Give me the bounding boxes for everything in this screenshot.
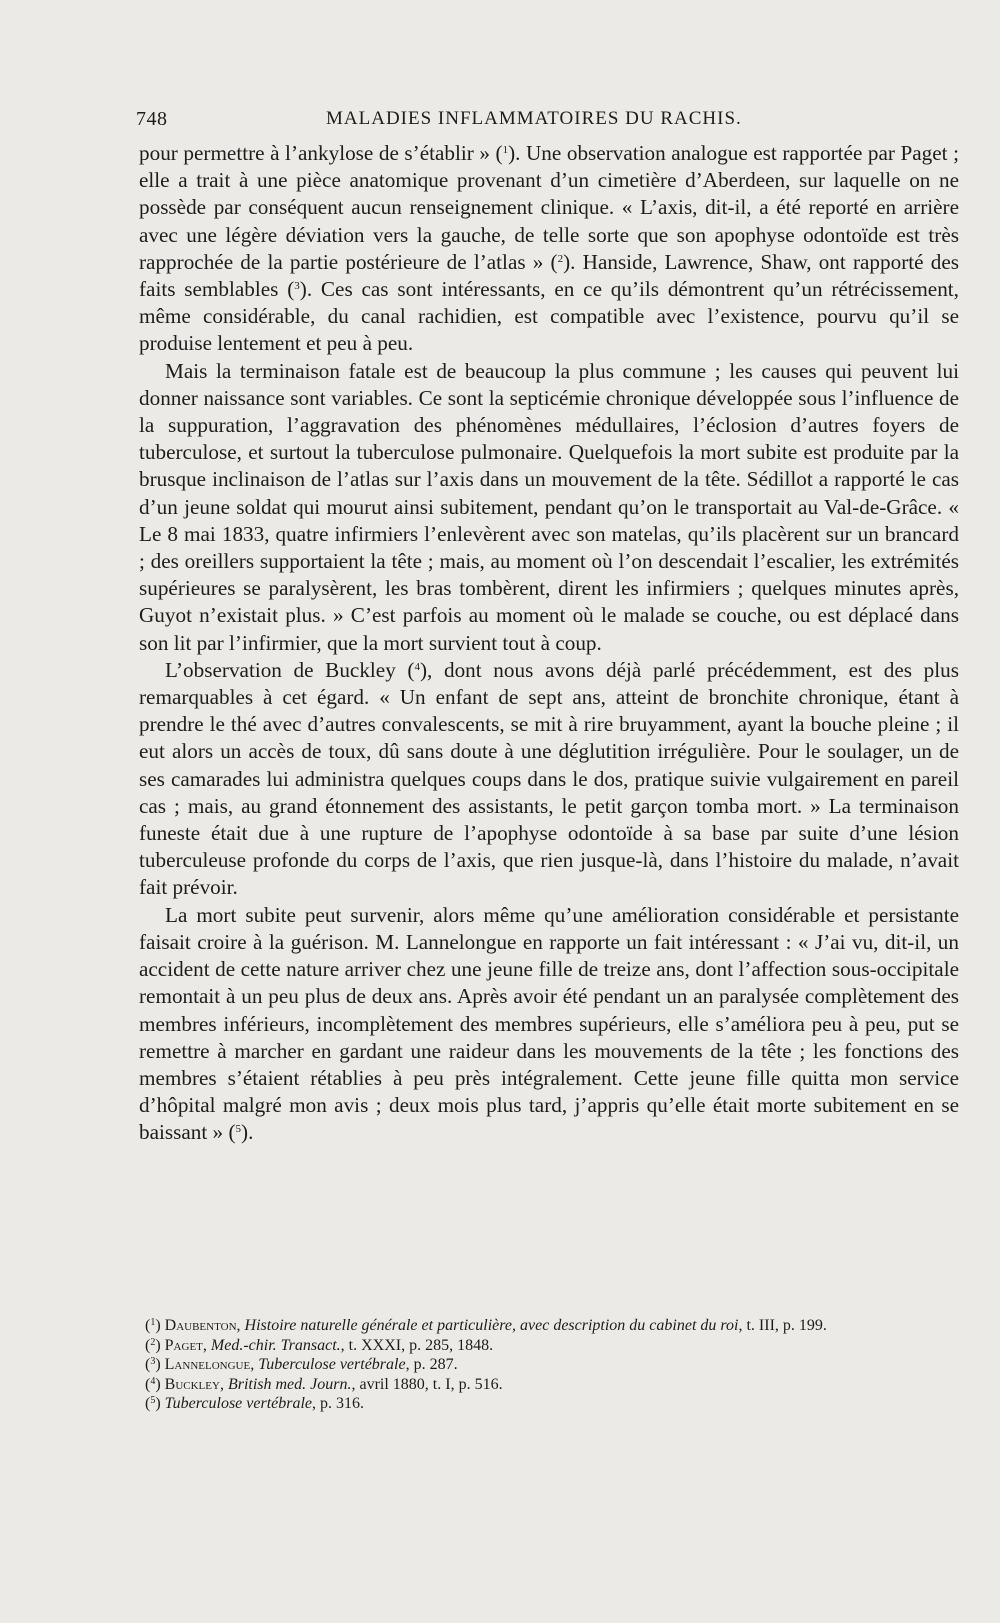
- footnote-number: ($^5$): [145, 1395, 165, 1412]
- page-header: [136, 104, 936, 134]
- footnote-work-title: Tuberculose vertébrale: [258, 1356, 406, 1373]
- paragraph-text: pour permettre à l’ankylose de s’établir » (: [139, 141, 503, 165]
- footnote-number-value: 1: [150, 1317, 156, 1328]
- paragraph: [139, 657, 959, 902]
- footnote-work-title: Tuberculose vertébrale: [164, 1395, 313, 1412]
- footnote-author: Paget: [164, 1336, 203, 1354]
- paragraph-text: ).: [241, 1120, 254, 1145]
- footnote: [145, 1336, 960, 1356]
- footnote-number-value: 5: [150, 1395, 156, 1406]
- footnote-number-value: 4: [150, 1375, 156, 1387]
- footnote-reference: 4: [414, 660, 420, 673]
- footnotes: [145, 1316, 960, 1414]
- footnote-text: ,: [250, 1356, 259, 1373]
- footnote-number: ($^1$): [145, 1317, 165, 1334]
- footnote-reference: 5: [235, 1123, 242, 1136]
- footnote-reference: 1: [502, 144, 509, 156]
- footnote: [145, 1355, 960, 1375]
- footnote: [145, 1316, 960, 1336]
- footnote-text: , p. 287.: [405, 1356, 458, 1373]
- footnote-text: ,: [202, 1336, 211, 1354]
- footnote-text: ,: [236, 1317, 245, 1334]
- footnote-number-value: 3: [150, 1356, 156, 1367]
- footnote-text: , avril 1880, t. I, p. 516.: [351, 1375, 503, 1393]
- paragraph-text: ). Une observation analogue est rapportée par Paget ; elle a trait à une pièce anatomique provenant d’un cimetière d’Aberdeen, sur laquelle on ne possède par conséquent aucun renseignement clinique. « L’axis, dit-il, a été reporté en arrière avec une légère déviation vers la gauche, de telle sorte que son apophyse odontoïde est très rapprochée de la partie postérieure de l’atlas » (: [139, 141, 960, 274]
- footnote: [145, 1394, 960, 1414]
- paragraph-text: ), dont nous avons déjà parlé précédemment, est des plus remarquables à cet égard. « Un enfant de sept ans, atteint de bronchite chronique, étant à prendre le thé avec d’autres convalescents, se mit à rire bruyamment, ayant la bouche pleine ; il eut alors un accès de toux, dû sans doute à une déglutition irrégulière. Pour le soulager, un de ses camarades lui administra quelques coups dans le dos, pratique suivie vulgairement en pareil cas ; mais, au grand étonnement des assistants, le petit garçon tomba mort. » La terminaison funeste était due à une rupture de l’apophyse odontoïde à sa base par suite d’une lésion tuberculeuse profonde du corps de l’axis, que rien jusque-là, dans l’histoire du malade, n’avait fait prévoir.: [139, 657, 959, 900]
- body-text: [139, 140, 959, 1147]
- footnote-number: ($^3$): [145, 1356, 165, 1373]
- paragraph-text: ). Ces cas sont intéressants, en ce qu’ils démontrent qu’un rétrécissement, même considérable, du canal rachidien, est compatible avec l’existence, pourvu qu’il se produise lentement et peu à peu.: [139, 277, 959, 356]
- footnote-text: , p. 316.: [312, 1395, 365, 1412]
- paragraph-text: ). Hanside, Lawrence, Shaw, ont rapporté des faits semblables (: [139, 249, 959, 302]
- footnote-author: Daubenton: [164, 1317, 237, 1334]
- paragraph: [139, 140, 959, 358]
- footnote-text: , t. III, p. 199.: [738, 1317, 827, 1334]
- paragraph: [139, 902, 959, 1147]
- footnote-text: ,: [219, 1375, 228, 1393]
- paragraph: [139, 358, 959, 657]
- footnote-text: , t. XXXI, p. 285, 1848.: [340, 1336, 494, 1354]
- paragraph-text: Mais la terminaison fatale est de beaucoup la plus commune ; les causes qui peuvent lui donner naissance sont variables. Ce sont la septicémie chronique développée sous l’influence de la suppuration, l’aggravation des phénomènes médullaires, l’éclosion d’autres foyers de tuberculose, et surtout la tuberculose pulmonaire. Quelquefois la mort subite est produite par la brusque inclinaison de l’atlas sur l’axis dans un mouvement de la tête. Sédillot a rapporté le cas d’un jeune soldat qui mourut ainsi subitement, pendant qu’on le transportait au Val-de-Grâce. « Le 8 mai 1833, quatre infirmiers l’enlevèrent avec son matelas, qu’ils placèrent sur un brancard ; des oreillers supportaient la tête ; mais, au moment où l’on descendait l’escalier, les extrémités supérieures se paralysèrent, les bras tombèrent, dirent les infirmiers ; quelques minutes après, Guyot n’existait plus. » C’est parfois au moment où le malade se couche, ou est déplacé dans son lit par l’infirmier, que la mort survient tout à coup.: [139, 358, 959, 655]
- footnote-author: Lannelongue: [164, 1356, 251, 1373]
- footnote-work-title: Med.-chir. Transact.: [210, 1336, 341, 1354]
- footnote-number-value: 2: [150, 1336, 156, 1348]
- footnote: [145, 1375, 960, 1395]
- footnote-reference: 3: [294, 280, 300, 293]
- paragraph-text: La mort subite peut survenir, alors même qu’une amélioration considérable et persistante faisait croire à la guérison. M. Lannelongue en rapporte un fait intéressant : « J’ai vu, dit-il, un accident de cette nature arriver chez une jeune fille de treize ans, dont l’affection sous-occipitale remontait à un peu plus de deux ans. Après avoir été pendant un an paralysée complètement des membres inférieurs, incomplètement des membres supérieurs, elle s’améliora peu à peu, put se remettre à marcher en gardant une raideur dans les mouvements de la tête ; les fonctions des membres s’étaient rétablies à peu près intégralement. Cette jeune fille quitta mon service d’hôpital malgré mon avis ; deux mois plus tard, j’appris qu’elle était morte subitement en se baissant » (: [139, 902, 959, 1145]
- footnote-author: Buckley: [164, 1375, 220, 1393]
- page-number: 748: [136, 108, 168, 130]
- paragraph-text: L’observation de Buckley (: [165, 657, 415, 682]
- footnote-number: ($^2$): [145, 1336, 165, 1354]
- footnote-number: ($^4$): [145, 1375, 165, 1393]
- footnote-reference: 2: [557, 252, 564, 265]
- running-title: MALADIES INFLAMMATOIRES DU RACHIS.: [326, 108, 742, 129]
- footnote-work-title: Histoire naturelle générale et particulière, avec description du cabinet du roi: [244, 1317, 739, 1334]
- footnote-work-title: British med. Journ.: [227, 1375, 352, 1393]
